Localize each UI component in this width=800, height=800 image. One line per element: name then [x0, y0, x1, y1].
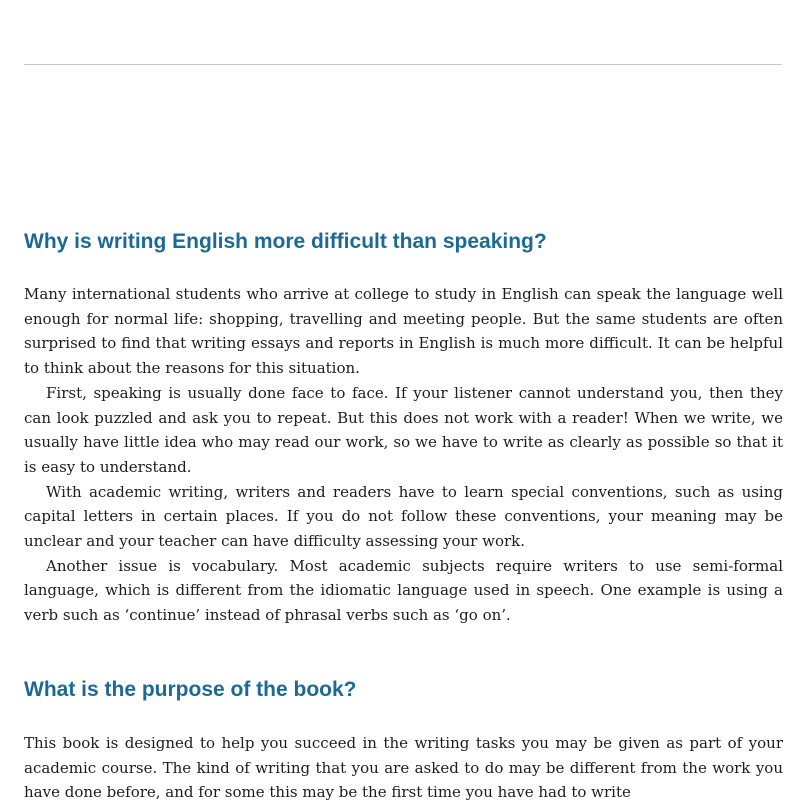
cropped-running-header: [24, 0, 304, 4]
paragraph: First, speaking is usually done face to face. If your listener cannot understand you, then they can look puzzled and ask you to repeat. But this does not work with a reader! When we write, we usually have little idea who may read our work, so we have to write as clearly as possible so that it is easy to understand.: [24, 383, 783, 476]
paragraph: With academic writing, writers and readers have to learn special conventions, such as using capital letters in certain places. If you do not follow these conventions, your meaning may be unclear and your teacher can have difficulty assessing your work.: [24, 482, 783, 551]
section-body: [24, 282, 783, 628]
paragraph: Many international students who arrive at college to study in English can speak the language well enough for normal life: shopping, travelling and meeting people. But the same students are often surprised to find that writing essays and reports in English is much more difficult. It can be helpful to think about the reasons for this situation.: [24, 285, 783, 378]
section-body: [24, 731, 783, 800]
paragraph: This book is designed to help you succeed in the writing tasks you may be given as part of your academic course. The kind of writing that you are asked to do may be different from the work you have done before, and for some this may be the first time you have had to write: [24, 734, 783, 800]
paragraph: Another issue is vocabulary. Most academic subjects require writers to use semi-formal language, which is different from the idiomatic language used in speech. One example is using a verb such as ‘continue’ instead of phrasal verbs such as ‘go on’.: [24, 556, 783, 625]
section-heading: Why is writing English more difficult than speaking?: [24, 230, 547, 253]
section-heading: What is the purpose of the book?: [24, 678, 357, 701]
header-divider: [24, 64, 782, 65]
